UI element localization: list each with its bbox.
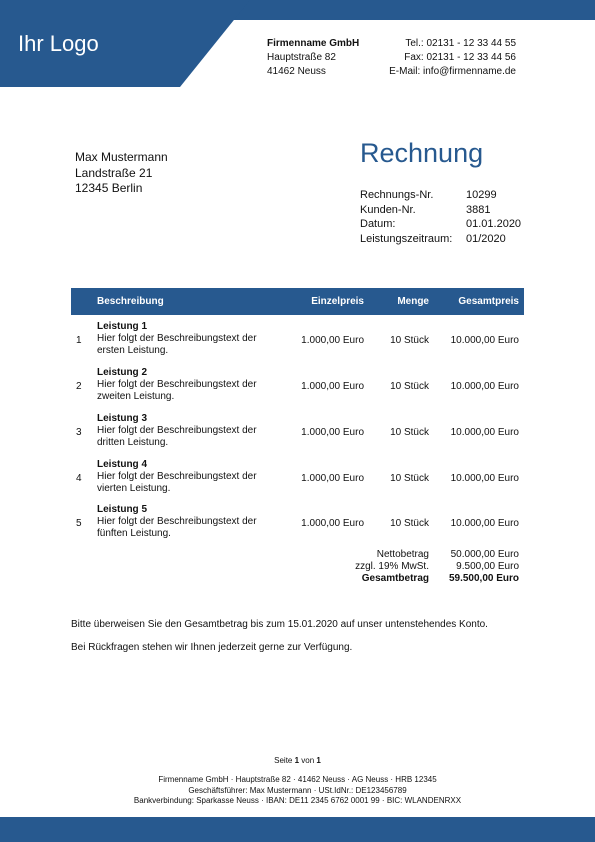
net-value: 50.000,00 Euro bbox=[450, 549, 519, 560]
row-unit-price: 1.000,00 Euro bbox=[301, 427, 364, 438]
row-total: 10.000,00 Euro bbox=[450, 518, 519, 529]
row-quantity: 10 Stück bbox=[390, 518, 429, 529]
row-quantity: 10 Stück bbox=[390, 473, 429, 484]
column-header-total: Gesamtpreis bbox=[458, 296, 519, 307]
table-row bbox=[71, 412, 524, 456]
row-total: 10.000,00 Euro bbox=[450, 473, 519, 484]
contact-tel: Tel.: 02131 - 12 33 44 55 bbox=[405, 38, 516, 49]
contact-fax: Fax: 02131 - 12 33 44 56 bbox=[404, 52, 516, 63]
row-unit-price: 1.000,00 Euro bbox=[301, 473, 364, 484]
row-unit-price: 1.000,00 Euro bbox=[301, 335, 364, 346]
meta-label: Kunden-Nr. bbox=[360, 203, 416, 216]
item-text: Hier folgt der Beschreibungstext der ersten Leistung. bbox=[97, 333, 257, 356]
table-row bbox=[71, 458, 524, 502]
row-unit-price: 1.000,00 Euro bbox=[301, 518, 364, 529]
questions-note: Bei Rückfragen stehen wir Ihnen jederzeit gerne zur Verfügung. bbox=[71, 642, 353, 653]
meta-value: 10299 bbox=[466, 189, 497, 201]
footer-line: Firmenname GmbH · Hauptstraße 82 · 41462 Neuss · AG Neuss · HRB 12345 bbox=[158, 775, 437, 784]
meta-row bbox=[360, 232, 521, 247]
page-sep: von bbox=[301, 756, 315, 765]
recipient-city: 12345 Berlin bbox=[75, 181, 143, 195]
item-text: Hier folgt der Beschreibungstext der zweiten Leistung. bbox=[97, 379, 257, 402]
totals-row bbox=[300, 561, 519, 573]
item-title: Leistung 4 bbox=[97, 459, 148, 470]
column-header-unit-price: Einzelpreis bbox=[311, 296, 364, 307]
meta-value: 01.01.2020 bbox=[466, 218, 522, 230]
payment-note: Bitte überweisen Sie den Gesamtbetrag bis zum 15.01.2020 auf unser untenstehendes Konto. bbox=[71, 619, 488, 630]
page-number bbox=[0, 756, 595, 767]
row-position: 5 bbox=[76, 518, 82, 529]
meta-label: Datum: bbox=[360, 218, 396, 230]
table-row bbox=[71, 366, 524, 410]
column-header-description: Beschreibung bbox=[97, 296, 164, 307]
contact-email[interactable]: E-Mail: info@firmenname.de bbox=[389, 66, 516, 77]
net-label: Nettobetrag bbox=[376, 549, 429, 560]
gross-label: Gesamtbetrag bbox=[361, 573, 429, 584]
item-text: Hier folgt der Beschreibungstext der dritten Leistung. bbox=[97, 425, 257, 448]
meta-label: Rechnungs-Nr. bbox=[360, 189, 434, 201]
vat-value: 9.500,00 Euro bbox=[456, 561, 519, 572]
row-total: 10.000,00 Euro bbox=[450, 427, 519, 438]
page-prefix: Seite bbox=[274, 756, 293, 765]
row-total: 10.000,00 Euro bbox=[450, 335, 519, 346]
page-current: 1 bbox=[294, 756, 300, 765]
row-quantity: 10 Stück bbox=[390, 381, 429, 392]
recipient-address bbox=[75, 150, 168, 197]
page-total: 1 bbox=[316, 756, 321, 765]
footer-line: Geschäftsführer: Max Mustermann · USt.IdNr.: DE123456789 bbox=[188, 785, 407, 795]
row-total: 10.000,00 Euro bbox=[450, 381, 519, 392]
meta-row bbox=[360, 203, 521, 218]
recipient-street: Landstraße 21 bbox=[75, 165, 153, 180]
sender-street: Hauptstraße 82 bbox=[267, 52, 336, 63]
item-title: Leistung 5 bbox=[97, 504, 148, 515]
row-unit-price: 1.000,00 Euro bbox=[301, 381, 364, 392]
meta-row bbox=[360, 188, 521, 203]
item-title: Leistung 3 bbox=[97, 413, 148, 424]
footer-line: Bankverbindung: Sparkasse Neuss · IBAN: DE11 2345 6762 0001 99 · BIC: WLANDENRXX bbox=[133, 796, 462, 805]
item-text: Hier folgt der Beschreibungstext der vierten Leistung. bbox=[97, 471, 257, 494]
sender-address bbox=[267, 37, 359, 79]
sender-contact bbox=[389, 37, 516, 79]
row-position: 4 bbox=[76, 473, 82, 484]
column-header-quantity: Menge bbox=[397, 296, 429, 307]
meta-value: 01/2020 bbox=[466, 232, 506, 245]
row-description bbox=[97, 504, 272, 540]
item-title: Leistung 2 bbox=[97, 367, 148, 378]
gross-value: 59.500,00 Euro bbox=[448, 573, 519, 584]
item-title: Leistung 1 bbox=[97, 321, 148, 332]
invoice-meta bbox=[360, 188, 521, 246]
totals-block bbox=[300, 549, 519, 585]
row-quantity: 10 Stück bbox=[390, 335, 429, 346]
row-position: 2 bbox=[76, 381, 82, 392]
sender-name: Firmenname GmbH bbox=[267, 38, 360, 49]
table-row bbox=[71, 320, 524, 364]
row-description bbox=[97, 367, 272, 403]
document-title: Rechnung bbox=[360, 138, 484, 168]
row-description bbox=[97, 321, 272, 357]
meta-row bbox=[360, 217, 521, 232]
footer-info bbox=[0, 775, 595, 807]
meta-value: 3881 bbox=[466, 203, 491, 216]
row-position: 1 bbox=[76, 335, 82, 346]
item-text: Hier folgt der Beschreibungstext der fünften Leistung. bbox=[97, 516, 257, 539]
row-description bbox=[97, 459, 272, 495]
row-quantity: 10 Stück bbox=[390, 427, 429, 438]
row-position: 3 bbox=[76, 427, 82, 438]
vat-label: zzgl. 19% MwSt. bbox=[355, 561, 429, 572]
recipient-name: Max Mustermann bbox=[75, 150, 168, 164]
row-description bbox=[97, 413, 272, 449]
footer-band bbox=[0, 817, 595, 842]
totals-row bbox=[300, 549, 519, 561]
meta-label: Leistungszeitraum: bbox=[360, 232, 453, 245]
totals-row bbox=[300, 573, 519, 585]
sender-city: 41462 Neuss bbox=[267, 66, 326, 77]
table-row bbox=[71, 503, 524, 547]
logo: Ihr Logo bbox=[18, 31, 99, 56]
table-header bbox=[71, 288, 524, 315]
